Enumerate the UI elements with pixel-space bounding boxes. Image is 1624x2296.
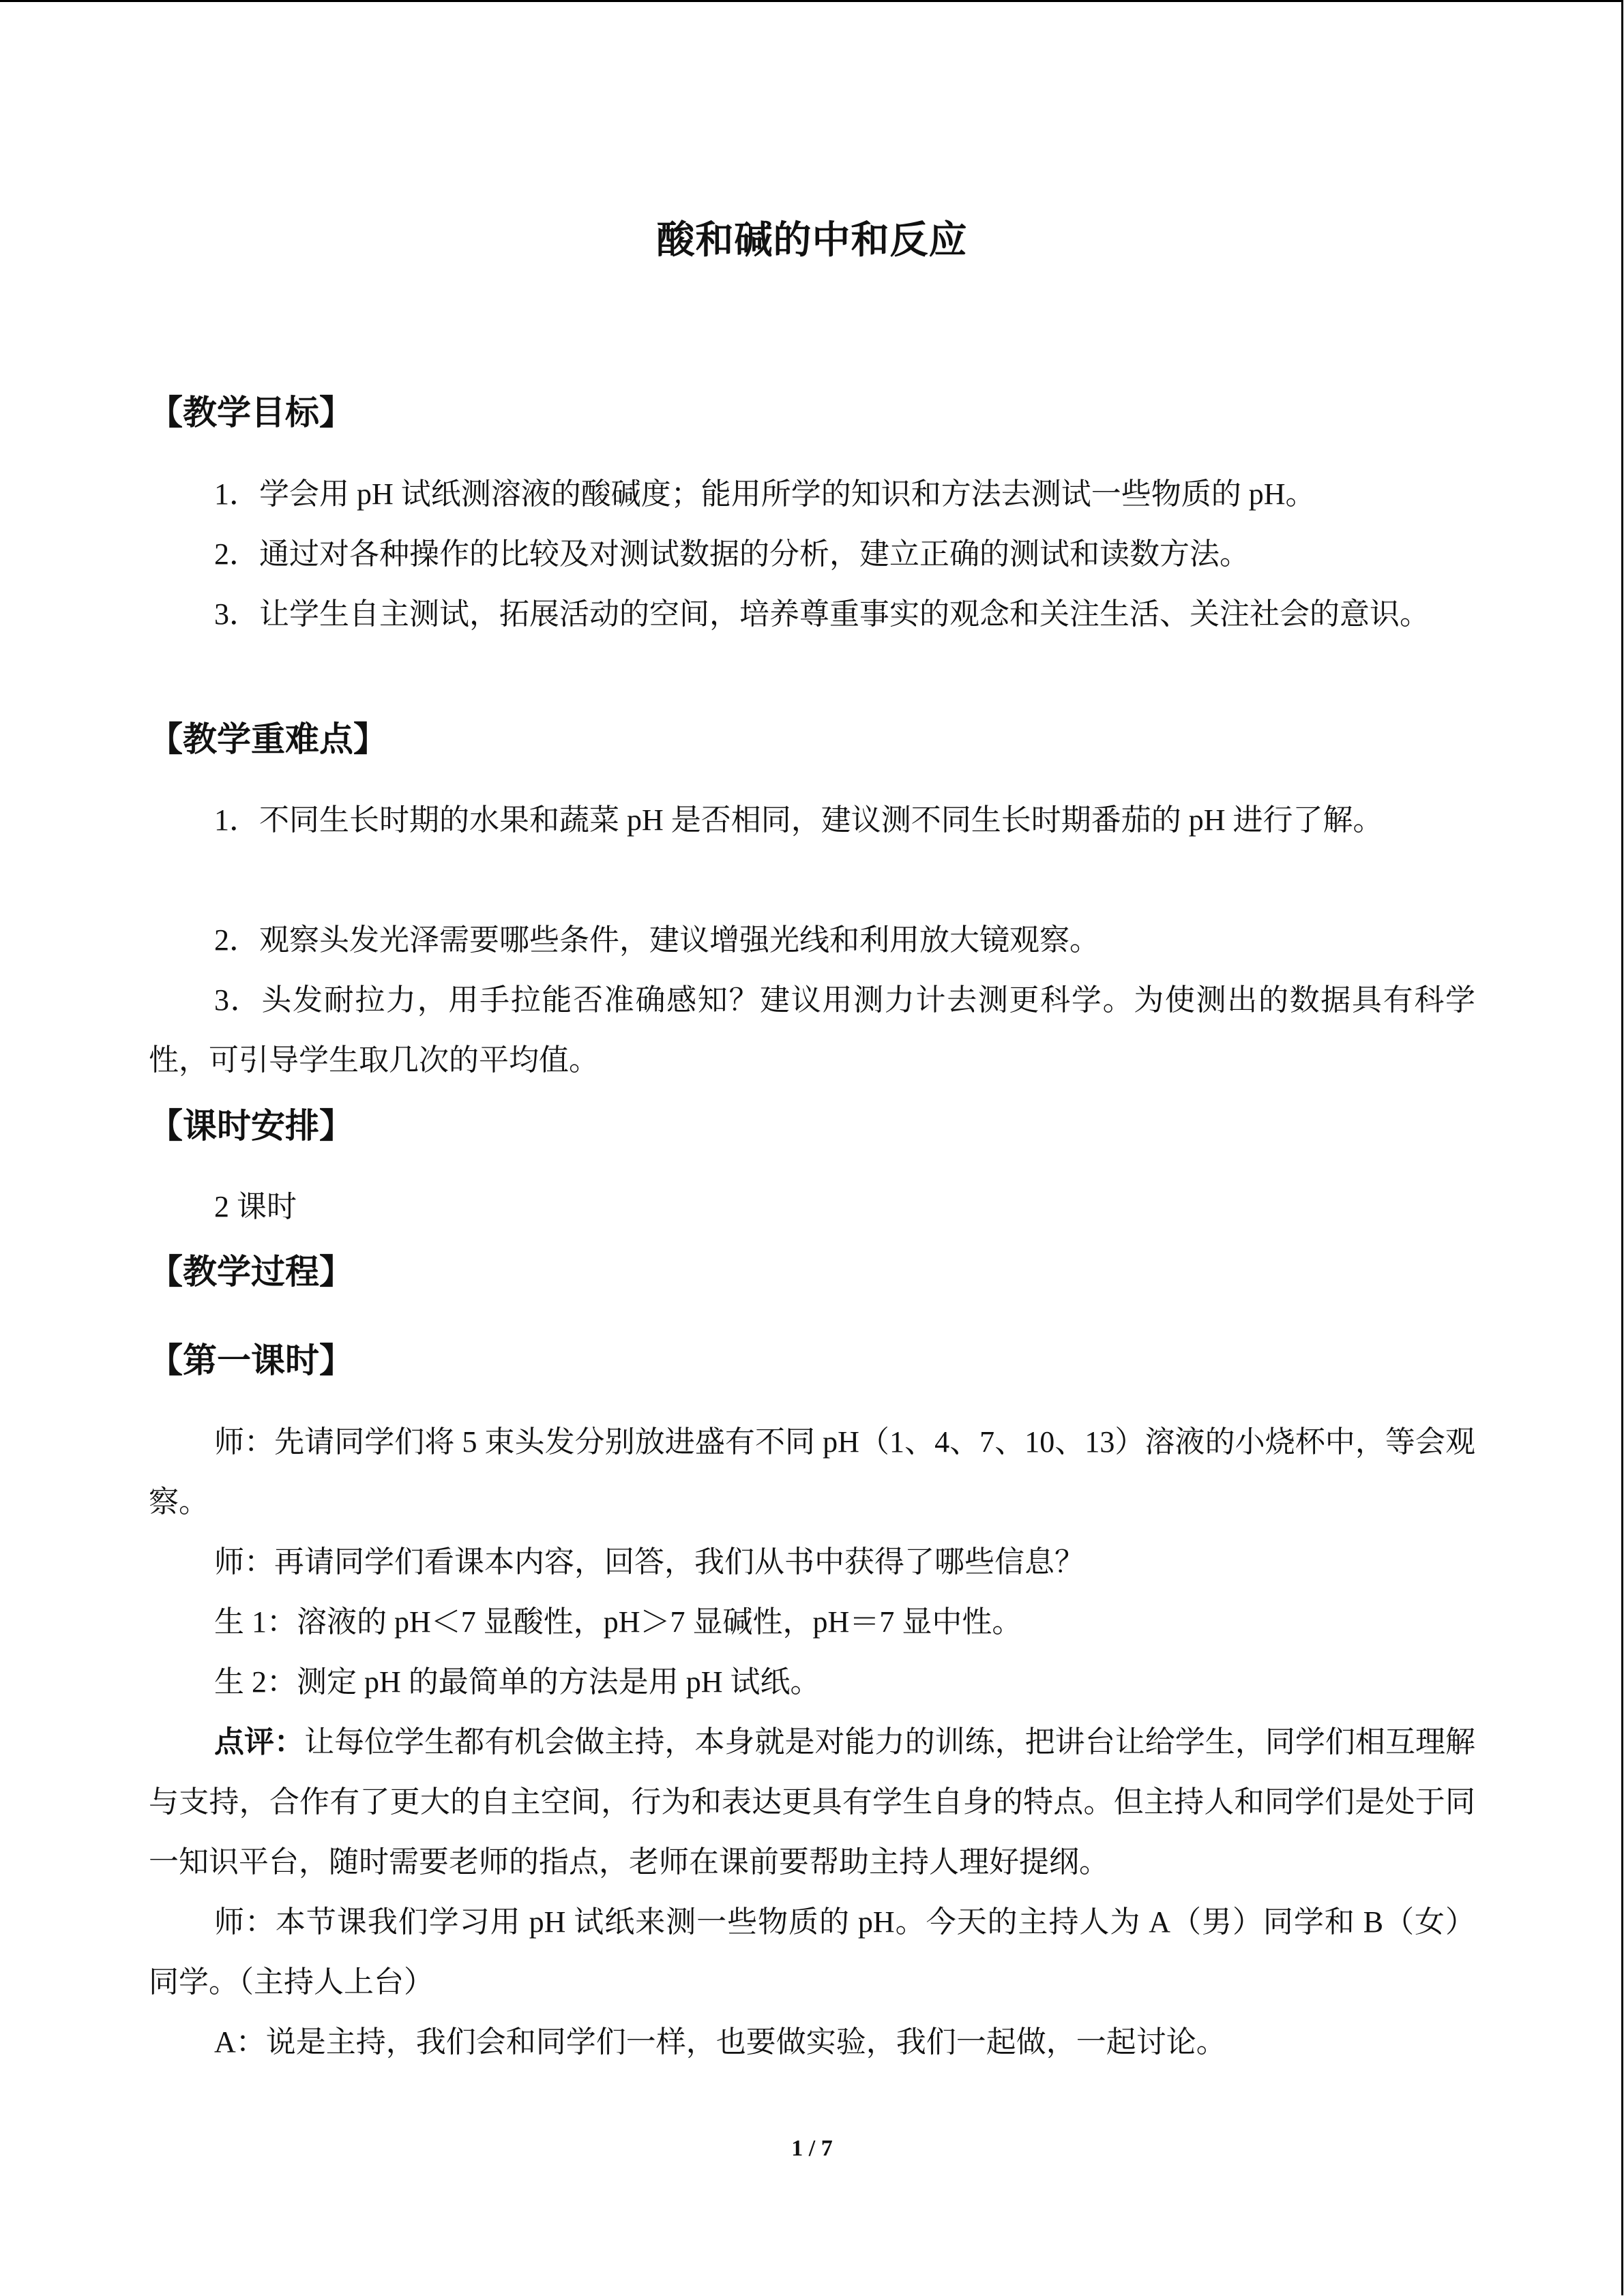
lesson-paragraph-3: 生 1：溶液的 pH＜7 显酸性，pH＞7 显碱性，pH＝7 显中性。: [214, 1605, 1022, 1639]
objective-item-2: 2．通过对各种操作的比较及对测试数据的分析，建立正确的测试和读数方法。: [214, 537, 1250, 571]
lesson-paragraph-6: A：说是主持，我们会和同学们一样，也要做实验，我们一起做，一起讨论。: [214, 2025, 1226, 2059]
lesson-paragraph-1: 师：先请同学们将 5 束头发分别放进盛有不同 pH（1、4、7、10、13）溶液的小烧杯中，等会观察。: [149, 1425, 1475, 1519]
heading-schedule: 【课时安排】: [149, 1106, 353, 1146]
key-point-item-2: 2．观察头发光泽需要哪些条件，建议增强光线和利用放大镜观察。: [214, 923, 1099, 957]
lesson-paragraph-5: 师：本节课我们学习用 pH 试纸来测一些物质的 pH。今天的主持人为 A（男）同学和 B（女）同学。（主持人上台）: [149, 1905, 1475, 1999]
heading-process: 【教学过程】: [149, 1252, 353, 1292]
comment-text: 让每位学生都有机会做主持，本身就是对能力的训练，把讲台让给学生，同学们相互理解与支持，合作有了更大的自主空间，行为和表达更具有学生自身的特点。但主持人和同学们是处于同一知识平台，随时需要老师的指点，老师在课前要帮助主持人理好提纲。: [149, 1725, 1476, 1879]
objective-item-3: 3．让学生自主测试，拓展活动的空间，培养尊重事实的观念和关注生活、关注社会的意识。: [214, 597, 1430, 631]
key-point-item-3: 3．头发耐拉力，用手拉能否准确感知？建议用测力计去测更科学。为使测出的数据具有科学性，可引导学生取几次的平均值。: [149, 983, 1475, 1077]
comment-label: 点评：: [214, 1725, 305, 1759]
objective-item-1: 1．学会用 pH 试纸测溶液的酸碱度；能用所学的知识和方法去测试一些物质的 pH。: [214, 477, 1316, 511]
document-title: 酸和碱的中和反应: [656, 218, 968, 263]
heading-first-lesson: 【第一课时】: [149, 1341, 353, 1380]
schedule-text: 2 课时: [214, 1190, 297, 1223]
comment-paragraph: [149, 1712, 1475, 1892]
page-number: 1 / 7: [791, 2136, 833, 2161]
lesson-paragraph-2: 师：再请同学们看课本内容，回答，我们从书中获得了哪些信息？: [214, 1545, 1084, 1579]
key-point-item-1: 1．不同生长时期的水果和蔬菜 pH 是否相同，建议测不同生长时期番茄的 pH 进行了解。: [214, 803, 1383, 837]
heading-objectives: 【教学目标】: [149, 393, 353, 432]
heading-key-points: 【教学重难点】: [149, 719, 387, 759]
lesson-paragraph-4: 生 2：测定 pH 的最简单的方法是用 pH 试纸。: [214, 1665, 821, 1699]
